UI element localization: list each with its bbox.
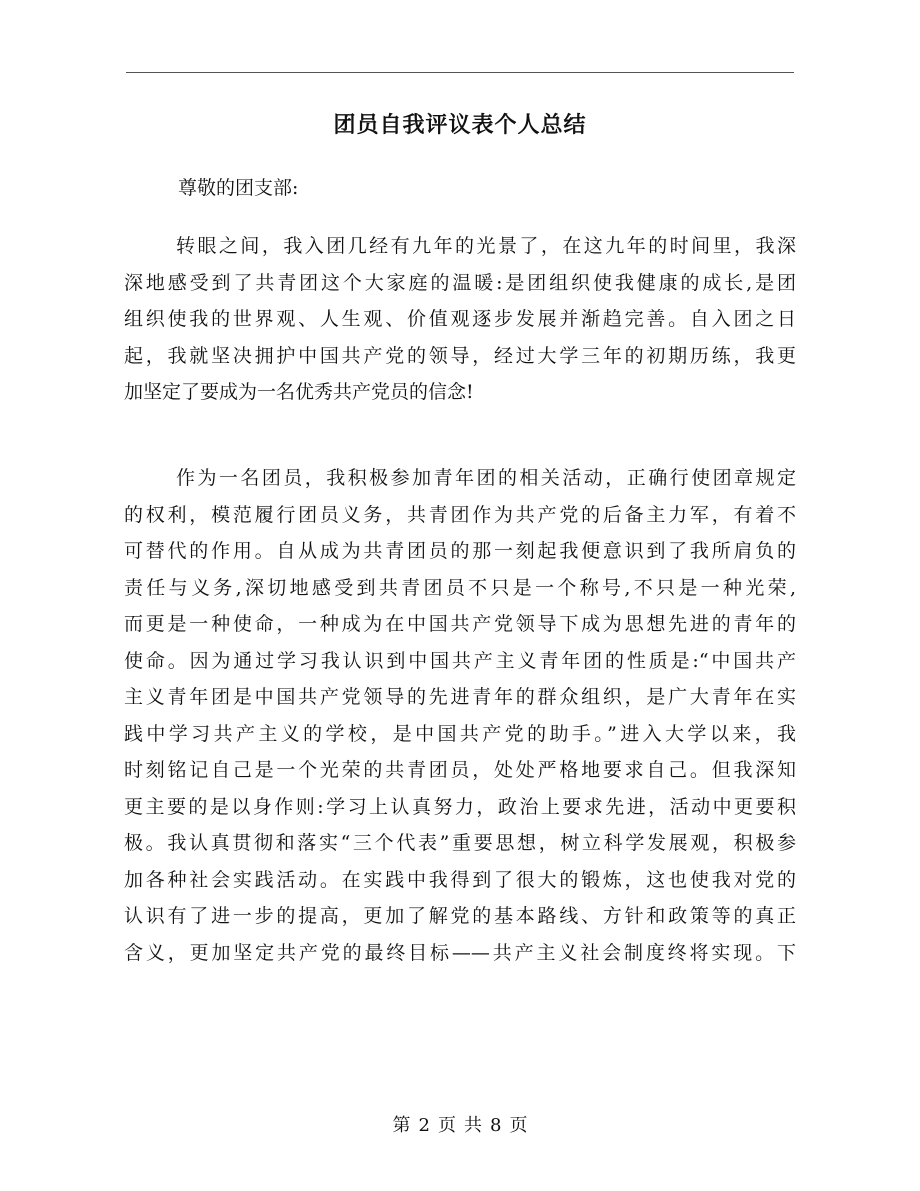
paragraph-line: 可替代的作用。自从成为共青团员的那一刻起我便意识到了我所肩负的 (124, 540, 796, 562)
header-rule (126, 72, 794, 73)
page-footer (0, 1112, 920, 1140)
paragraph-line: 组织使我的世界观、人生观、价值观逐步发展并渐趋完善。自入团之日 (124, 308, 796, 330)
footer-total-pages: 8 (490, 1115, 502, 1136)
paragraph-line: 作为一名团员，我积极参加青年团的相关活动，正确行使团章规定 (176, 467, 796, 489)
paragraph-line: 转眼之间，我入团几经有九年的光景了，在这九年的时间里，我深 (176, 235, 796, 257)
footer-total-prefix: 共 (464, 1115, 482, 1136)
salutation: 尊敬的团支部: (178, 177, 299, 199)
footer-suffix: 页 (509, 1115, 528, 1136)
footer-prefix: 第 (392, 1115, 411, 1136)
paragraph-2 (124, 460, 796, 971)
paragraph-line: 深地感受到了共青团这个大家庭的温暖:是团组织使我健康的成长,是团 (124, 271, 796, 294)
paragraph-line: 加各种社会实践活动。在实践中我得到了很大的锻炼，这也使我对党的 (124, 868, 796, 891)
paragraph-line: 责任与义务,深切地感受到共青团员不只是一个称号,不只是一种光荣, (124, 576, 796, 599)
paragraph-line: 含义，更加坚定共产党的最终目标——共产主义社会制度终将实现。下 (124, 941, 796, 964)
paragraph-line: 使命。因为通过学习我认识到中国共产主义青年团的性质是:“中国共产 (124, 649, 796, 672)
paragraph-line: 加坚定了要成为一名优秀共产党员的信念! (124, 381, 474, 403)
paragraph-line: 极。我认真贯彻和落实“三个代表”重要思想，树立科学发展观，积极参 (124, 832, 796, 854)
footer-page-word: 页 (438, 1115, 456, 1136)
paragraph-line: 更主要的是以身作则:学习上认真努力，政治上要求先进，活动中更要积 (124, 795, 796, 818)
paragraph-line: 践中学习共产主义的学校，是中国共产党的助手。”进入大学以来，我 (124, 722, 796, 745)
paragraph-line: 时刻铭记自己是一个光荣的共青团员，处处严格地要求自己。但我深知 (124, 759, 796, 781)
paragraph-line: 而更是一种使命，一种成为在中国共产党领导下成为思想先进的青年的 (124, 613, 796, 635)
paragraph-line: 起，我就坚决拥护中国共产党的领导，经过大学三年的初期历练，我更 (124, 344, 796, 367)
paragraph-1 (124, 228, 796, 411)
paragraph-line: 的权利，模范履行团员义务，共青团作为共产党的后备主力军，有着不 (124, 503, 796, 526)
paragraph-line: 主义青年团是中国共产党领导的先进青年的群众组织，是广大青年在实 (124, 686, 796, 708)
footer-current-page: 2 (418, 1115, 430, 1136)
document-title: 团员自我评议表个人总结 (333, 113, 587, 138)
paragraph-line: 认识有了进一步的提高，更加了解党的基本路线、方针和政策等的真正 (124, 905, 796, 927)
